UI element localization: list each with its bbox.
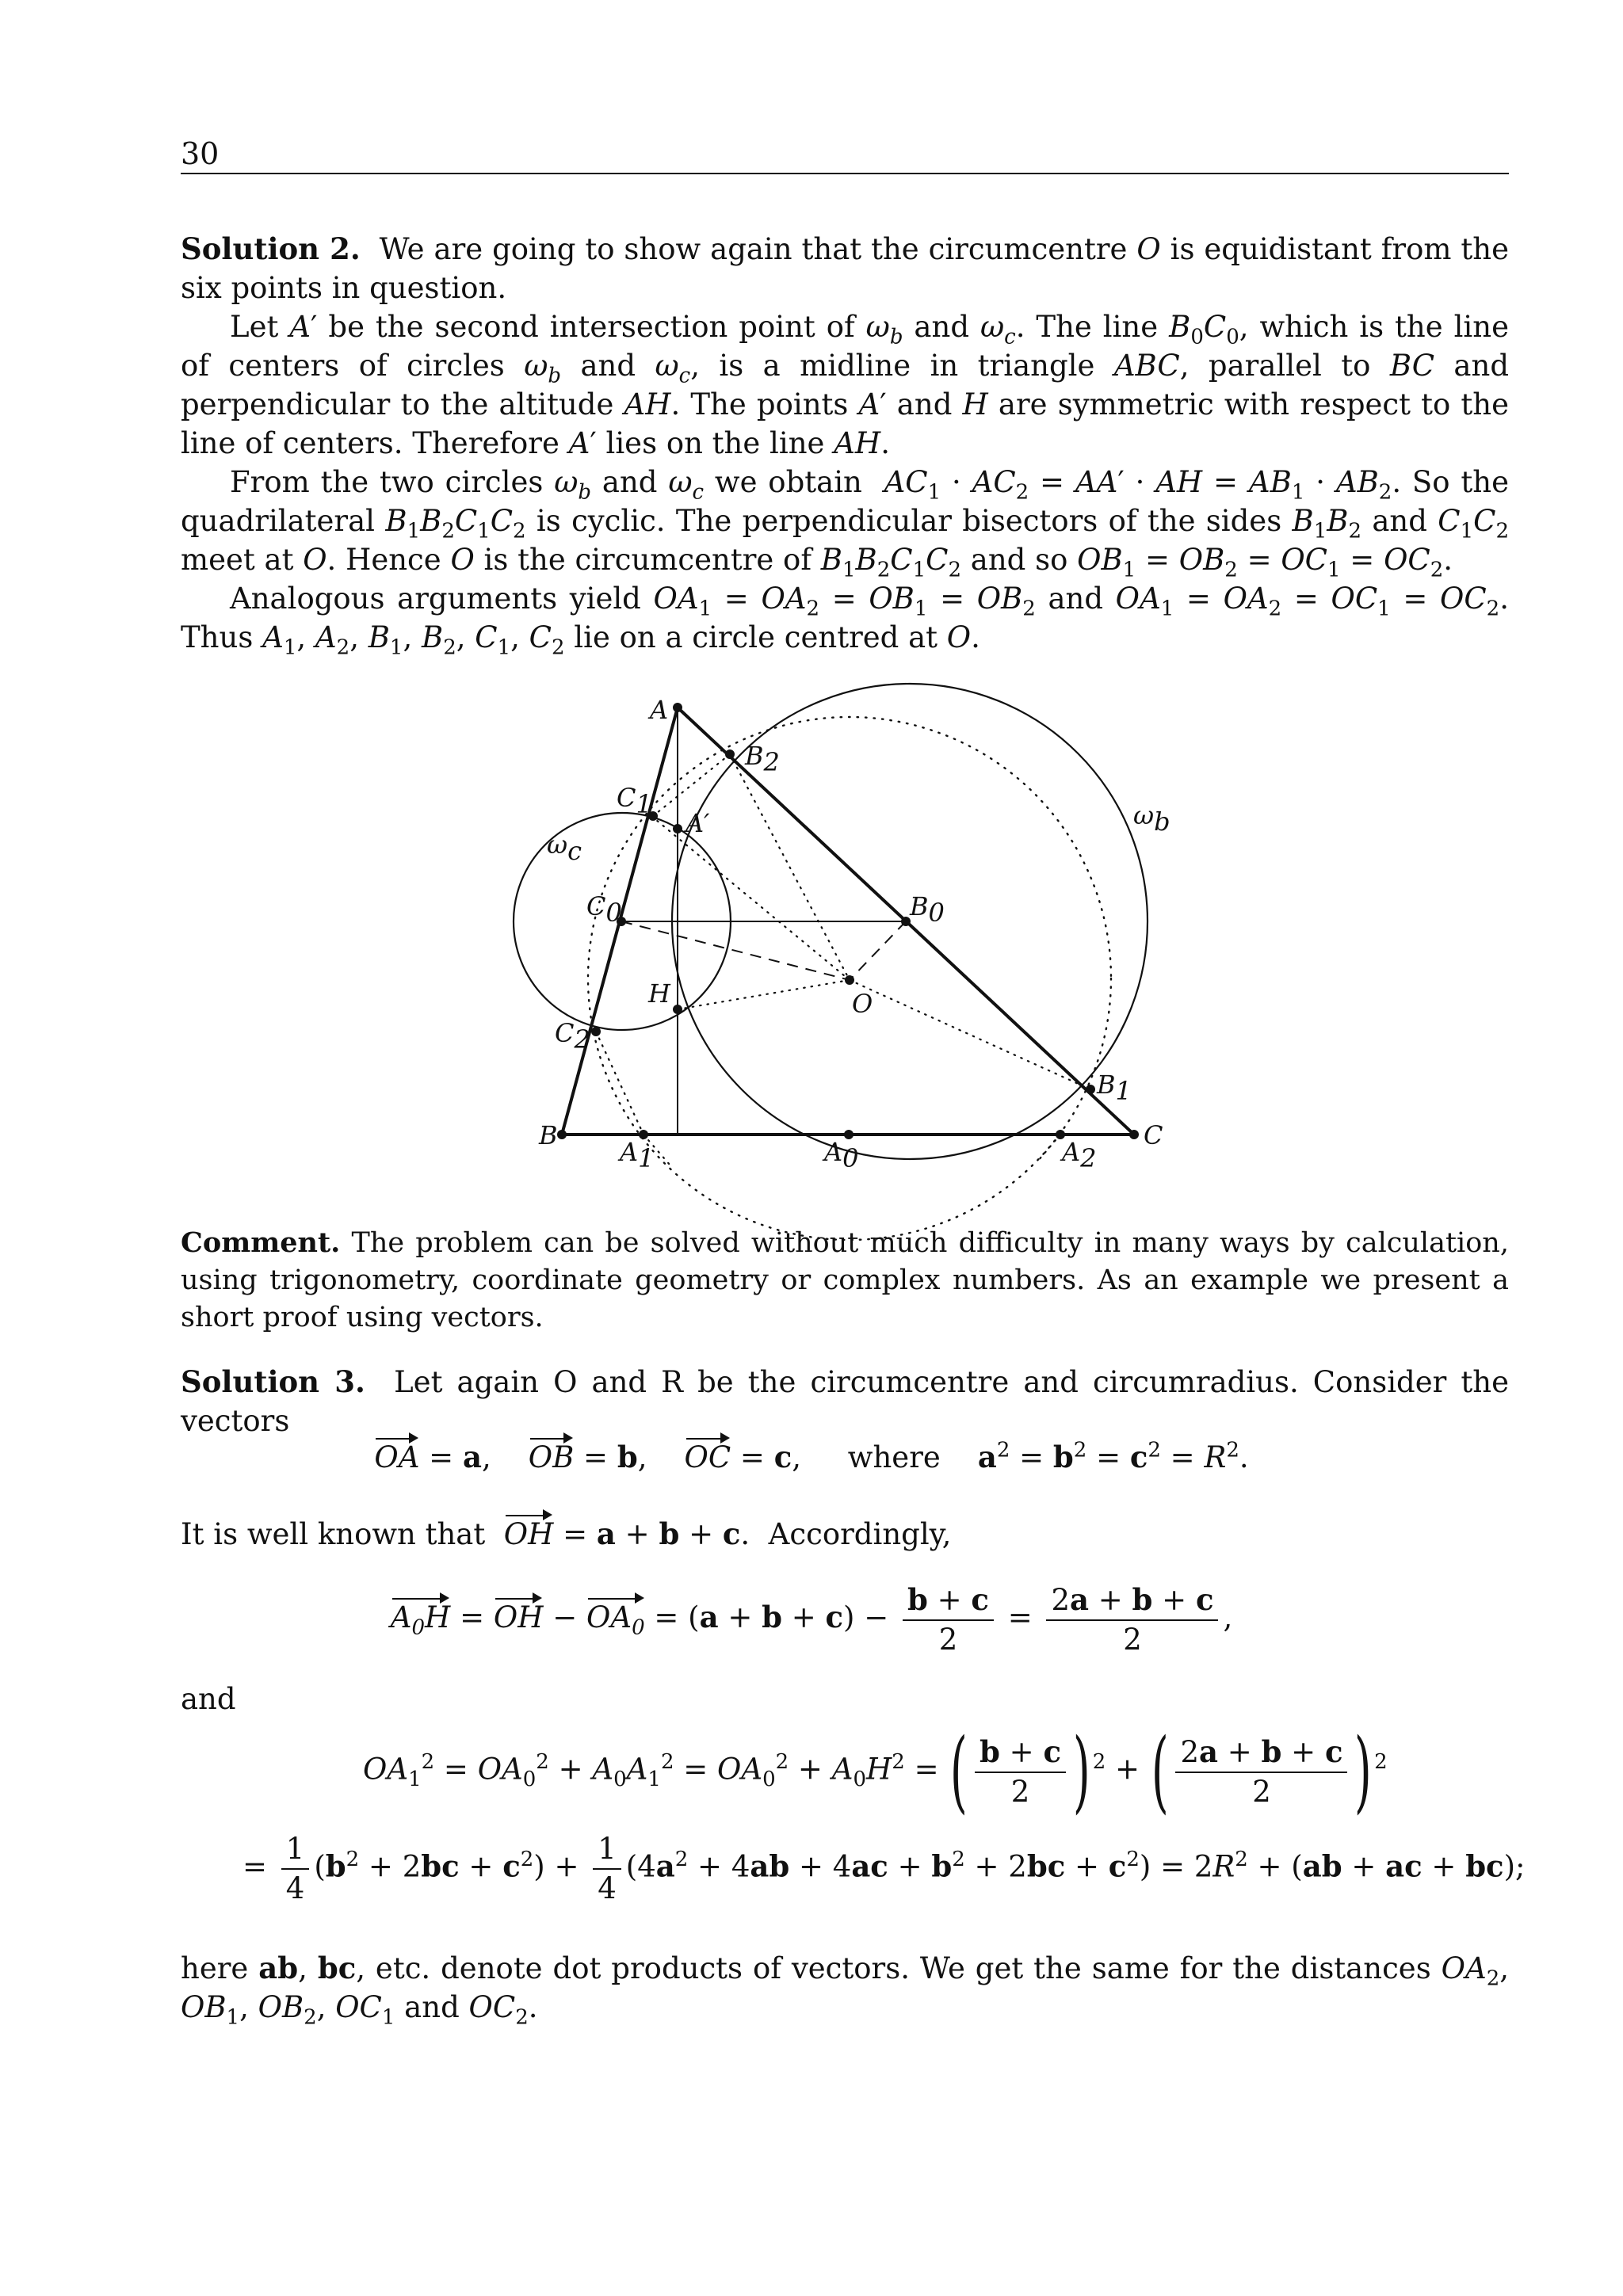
label-h: H bbox=[648, 978, 670, 1009]
well-known-line: It is well known that OH = a + b + c. Accordingly, bbox=[181, 1515, 1509, 1554]
label-o: O bbox=[852, 989, 873, 1019]
label-a1: A1 bbox=[620, 1137, 655, 1173]
label-omega-c: ωc bbox=[547, 830, 582, 866]
label-a0: A0 bbox=[824, 1137, 859, 1173]
label-b: B bbox=[539, 1120, 558, 1150]
comment-text: The problem can be solved without much difficulty in many ways by calculation, using trigonometry, coordinate geometry or complex numbers. As an example we present a short proof using vectors. bbox=[181, 1227, 1509, 1333]
solution-3-heading: Solution 3. bbox=[181, 1364, 365, 1399]
solution-2-para-3: From the two circles $\omega_b$ and $\omega_c$ we obtain $AC_1 \cdot AC_2 = AA'$ · AH = $AB_1 \cdot AB_2$. So the quadrilateral $B_1B_2C_1C_2$ is cyclic. The perpendicular bisectors of the sides $B_1B_2$ and $C_1C_2$ meet at O. Hence O is the circumcentre of $B_1B_2C_1C_2$ and so $OB_1 = OB_2 = OC_1 = OC_2$. bbox=[181, 465, 1509, 582]
point-c2 bbox=[591, 1027, 601, 1036]
well-known-prefix: It is well known that bbox=[181, 1517, 486, 1551]
dotted-chords bbox=[596, 754, 1090, 1165]
solution-2-heading: Solution 2. bbox=[181, 231, 361, 266]
page-number: 30 bbox=[181, 136, 220, 171]
point-b2 bbox=[725, 749, 735, 759]
point-h bbox=[673, 1005, 682, 1014]
point-b bbox=[557, 1130, 567, 1139]
solution-2-para-2: Let A′ be the second intersection point of $\omega_b$ and $\omega_c$. The line $B_0C_0$, which is the line of centers of circles $\omega_b$ and $\omega_c$, is a midline in triangle ABC, parallel to BC and perpendicular to the altitude AH. The points A′ and H are symmetric with respect to the line of centers. Therefore A′ lies on the line AH. bbox=[181, 310, 1510, 460]
comment-heading: Comment. bbox=[181, 1226, 341, 1259]
comment bbox=[181, 1224, 1509, 1337]
solution-3-closing: here ab, bc, etc. denote dot products of vectors. We get the same for the distances $OA_2$, $OB_1$, $OB_2$, $OC_1$ and $OC_2$. bbox=[181, 1951, 1509, 2030]
label-b0: B0 bbox=[910, 891, 945, 928]
label-b1: B1 bbox=[1097, 1070, 1132, 1106]
accordingly-word: Accordingly, bbox=[768, 1517, 952, 1551]
point-a0 bbox=[844, 1130, 854, 1139]
label-c0: C0 bbox=[586, 891, 622, 928]
label-a-prime: A′ bbox=[685, 808, 710, 838]
solution-2-para-1: Solution 2. We are going to show again that the circumcentre O is equidistant from the six points in question. bbox=[181, 231, 1509, 305]
point-c bbox=[1129, 1130, 1139, 1139]
label-a: A bbox=[650, 695, 669, 725]
equation-oa1-squared: $OA_1^2 = OA_0^2 + A_0A_1^2 = OA_0^2 + A_0H^2$ = ( $\frac{b + c}{2}$ ) $^2$ + ( $\frac{2a + b + c}{2}$ ) $^2$ bbox=[363, 1720, 1388, 1823]
equation-vectors: OA = a, OB = b, OC = c, where $a^2 = b^2 = c^2 = R^2$. bbox=[0, 1438, 1623, 1477]
label-omega-b: ωb bbox=[1133, 800, 1170, 837]
solution-3-intro bbox=[181, 1363, 1509, 1440]
equation-expansion: = $\frac{1}{4}$ $(b^2 + 2bc + c^2)$ + $\frac{1}{4}$ $(4a^2 + 4ab + 4ac + b^2 + 2bc + c^2) = 2R^2 + (ab$ + ac + bc); bbox=[242, 1832, 1526, 1905]
label-a2: A2 bbox=[1062, 1137, 1097, 1173]
segment-b0-o bbox=[850, 921, 906, 980]
equation-a0h: $A_0H$ = OH − $OA_0 = (a + b + c)$ − $\frac{b + c}{2}$ = $\frac{2a + b + c}{2}$ , bbox=[390, 1582, 1233, 1657]
solution-3-intro-text: Let again O and R be the circumcentre and circumradius. Consider the vectors bbox=[181, 1365, 1509, 1438]
point-o bbox=[845, 975, 854, 985]
label-c2: C2 bbox=[555, 1018, 590, 1055]
where-word: where bbox=[847, 1440, 941, 1474]
and-word: and bbox=[181, 1682, 236, 1716]
label-b2: B2 bbox=[745, 741, 780, 777]
point-b1 bbox=[1086, 1085, 1095, 1094]
point-a bbox=[673, 703, 682, 712]
point-a1 bbox=[639, 1130, 648, 1139]
solution-2-para-4: Analogous arguments yield $OA_1 = OA_2 = OB_1 = OB_2$ and $OA_1 = OA_2 = OC_1 = OC_2$. Thus $A_1$, $A_2$, $B_1$, $B_2$, $C_1$, $C_2$ lie on a circle centred at O. bbox=[181, 582, 1509, 660]
label-c: C bbox=[1144, 1120, 1163, 1150]
label-c1: C1 bbox=[617, 783, 652, 819]
point-a-prime bbox=[673, 824, 682, 833]
